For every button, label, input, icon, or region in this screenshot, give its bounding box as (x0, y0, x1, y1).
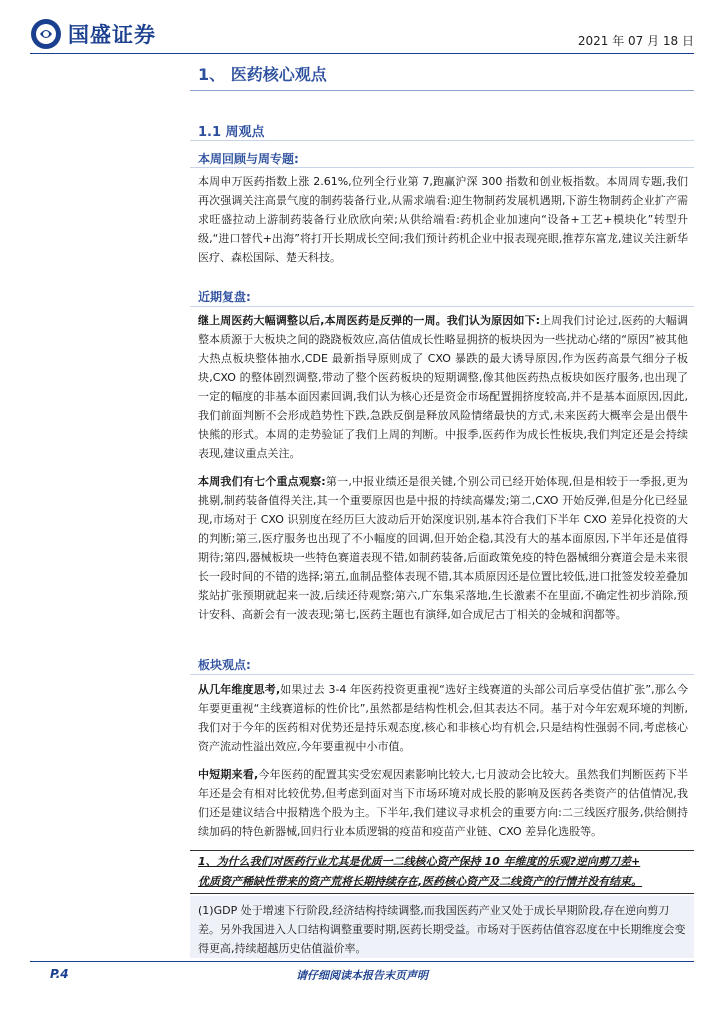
page-header (30, 18, 694, 54)
disclaimer-note: 请仔细阅读本报告末页声明 (296, 969, 428, 982)
footer-divider (30, 961, 694, 962)
sector-heading: 板块观点: (198, 658, 251, 672)
key-question-line-1: 1、为什么我们对医药行业尤其是优质一二线核心资产保持 10 年维度的乐观?逆向剪刀差+ (198, 855, 641, 868)
review-heading-divider (190, 167, 694, 168)
review-heading: 本周回顾与周专题: (198, 152, 299, 166)
brand-name: 国盛证券 (68, 23, 156, 47)
recent-lead: 继上周医药大幅调整以后,本周医药是反弹的一周。我们认为原因如下: (198, 314, 540, 327)
page-number: P.4 (50, 967, 69, 981)
header-divider (30, 53, 694, 54)
mid-short-body: 今年医药的配置其实受宏观因素影响比较大,七月波动会比较大。虽然我们判断医药下半年还是会有相对比较优势,但考虑到面对当下市场环境对成长股的影响及医药各类资产的估值情况,我们还是建议结合中报精选个股为主。下半年,我们建议寻求机会的重要方向:二三线医疗服务,供给侧持续加码的特色新器械,回归行业本质逻辑的疫苗和疫苗产业链、CXO 差异化选股等。 (198, 768, 688, 838)
seven-body: 第一,中报业绩还是很关键,个别公司已经开始体现,但是相较于一季报,更为挑剔,制药装备值得关注,其一个重要原因也是中报的持续高爆发;第二,CXO 开始反弹,但是分化已经显现,市场对于 CXO 识别度在经历巨大波动后开始深度识别,基本符合我们下半年 CXO 差异化投资的大的判断;第三,医疗服务也出现了不小幅度的回调,但开始企稳,其没有大的基本面原因,下半年还是值得期待;第四,器械板块一些特色赛道表现不错,如制药装备,后面政策免疫的特色器械细分赛道会是未来很长一段时间的不错的选择;第五,血制品整体表现不错,其本质原因还是位置比较低,进口批签发较差叠加浆站扩张预期就起来一波,后续还待观察;第六,广东集采落地,生长激素不在里面,不确定性初步消除,预计安科、高新会有一波表现;第七,医药主题也有演绎,如合成尼古丁相关的金城和润都等。 (198, 475, 688, 621)
recent-heading: 近期复盘: (198, 290, 251, 304)
mid-short-lead: 中短期来看, (198, 768, 259, 781)
multi-year-body: 如果过去 3-4 年医药投资更重视“选好主线赛道的头部公司后享受估值扩张”,那么今年要更重视“主线赛道标的性价比”,虽然都是结构性机会,但其表达不同。基于对今年宏观环境的判断,我们对于今年的医药相对优势还是持乐观态度,核心和非核心均有机会,只是结构性强弱不同,考虑核心资产流动性溢出效应,今年要重视中小市值。 (198, 683, 688, 753)
review-paragraph: 本周申万医药指数上涨 2.61%,位列全行业第 7,跑赢沪深 300 指数和创业板指数。本周周专题,我们再次强调关注高景气度的制药装备行业,从需求端看:迎生物制药发展机遇期,下游生物制药企业扩产需求旺盛拉动上游制药装备行业欣欣向荣;从供给端看:药机企业加速向“设备+工艺+模块化”转型升级,“进口替代+出海”将打开长期成长空间;我们预计药机企业中报表现亮眼,推荐东富龙,建议关注新华医疗、森松国际、楚天科技。 (198, 175, 688, 264)
report-date: 2021 年 07 月 18 日 (577, 34, 694, 48)
key-question-line-2: 优质资产稀缺性带来的资产荒将长期持续存在,医药核心资产及二线资产的行情并没有结束。 (198, 875, 643, 888)
section-title-divider (190, 90, 694, 91)
subsection-divider (190, 140, 694, 141)
sector-heading-divider (190, 674, 694, 675)
recent-heading-divider (190, 306, 694, 307)
multi-year-lead: 从几年维度思考, (198, 683, 281, 696)
brand-logo (30, 18, 156, 50)
subsection-title: 1.1 周观点 (198, 125, 265, 140)
recent-paragraph (198, 311, 688, 463)
multi-year-paragraph (198, 680, 688, 756)
seven-lead: 本周我们有七个重点观察: (198, 475, 326, 488)
key-question-text (198, 852, 692, 892)
brand-logo-icon (30, 18, 62, 50)
seven-observations-paragraph (198, 472, 688, 624)
recent-body: 上周我们讨论过,医药的大幅调整本质源于大板块之间的跷跷板效应,高估值成长性略显拥挤的板块因为一些扰动心绪的“原因”被其他大热点板块整体抽水,CDE 最新指导原则成了 CXO 暴跌的最大诱导原因,作为医药高景气细分子板块,CXO 的整体剧烈调整,带动了整个医药板块的短期调整,像其他医药热点板块如医疗服务,也出现了一定的幅度的非基本面因素回调,我们认为核心还是资金市场配置拥挤度较高,并不是基本面原因,因此,我们前面判断不会形成趋势性下跌,急跌反倒是释放风险情绪最快的方式,未来医药大概率会是出偎牛快熊的形式。本周的走势验证了我们上周的判断。中报季,医药作为成长性板块,我们判定还是会持续表现,建议重点关注。 (198, 314, 688, 460)
mid-short-paragraph (198, 765, 688, 841)
note-paragraph: (1)GDP 处于增速下行阶段,经济结构持续调整,而我国医药产业又处于成长早期阶段,存在逆向剪刀差。另外我国进入人口结构调整重要时期,医药长期受益。市场对于医药估值容忍度在中长期维度会变得更高,持续超越历史估值溢价率。 (198, 904, 686, 955)
section-title: 1、 医药核心观点 (198, 65, 327, 84)
